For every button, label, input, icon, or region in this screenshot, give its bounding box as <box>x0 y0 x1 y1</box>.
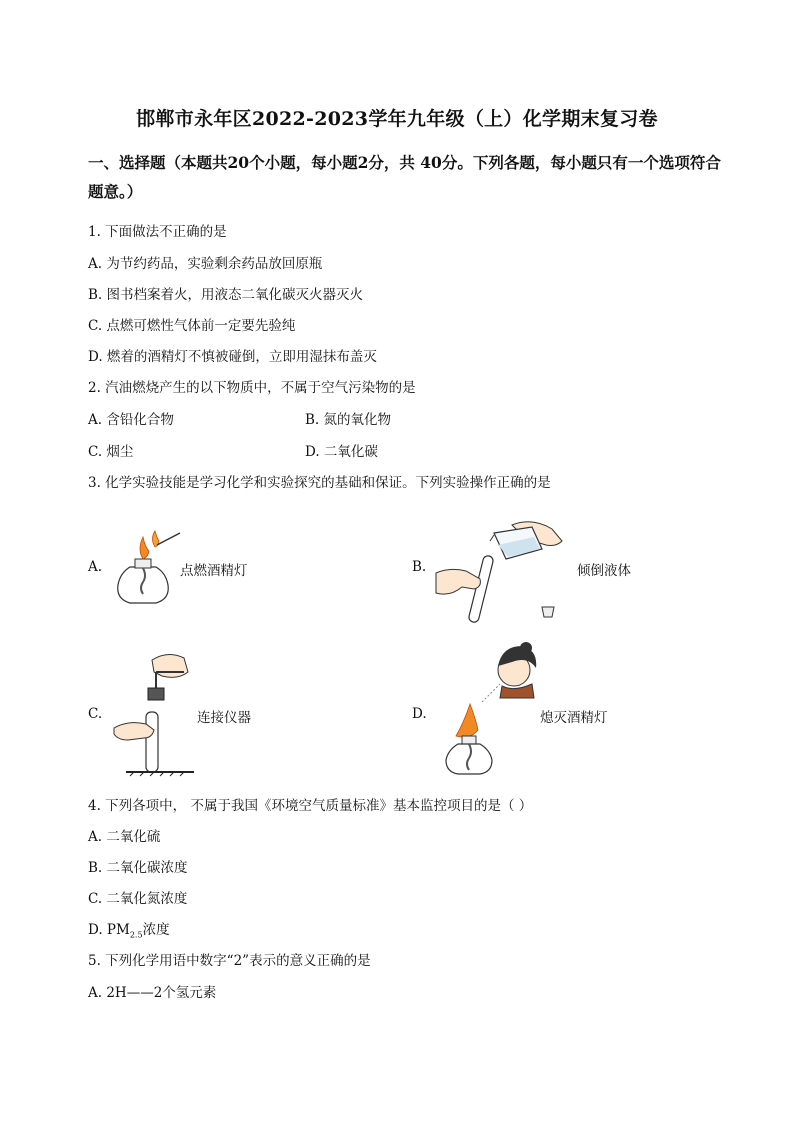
question-2-stem: 2. 汽油燃烧产生的以下物质中，不属于空气污染物的是 <box>88 380 416 396</box>
question-3-option-c-caption: 连接仪器 <box>197 710 251 726</box>
question-1-option-a: A. 为节约药品，实验剩余药品放回原瓶 <box>88 256 323 272</box>
question-3-option-d-caption: 熄灭酒精灯 <box>540 710 608 726</box>
question-4-option-d-prefix: D. PM <box>88 922 130 938</box>
question-3-option-a-caption: 点燃酒精灯 <box>180 563 248 579</box>
question-5-stem: 5. 下列化学用语中数字“2”表示的意义正确的是 <box>88 953 371 969</box>
question-4-option-c: C. 二氧化氮浓度 <box>88 891 188 907</box>
question-4-stem: 4. 下列各项中， 不属于我国《环境空气质量标准》基本监控项目的是（ ） <box>88 798 533 814</box>
question-1-stem: 1. 下面做法不正确的是 <box>88 224 227 240</box>
question-3-option-a-label: A. <box>88 559 103 575</box>
section-heading: 一、选择题（本题共20个小题，每小题2分，共 40分。下列各题，每小题只有一个选项符合题意。） <box>88 153 721 201</box>
question-1-option-c: C. 点燃可燃性气体前一定要先验纯 <box>88 318 296 334</box>
question-3-option-b-label: B. <box>412 559 427 575</box>
question-3-stem: 3. 化学实验技能是学习化学和实验探究的基础和保证。下列实验操作正确的是 <box>88 475 551 491</box>
question-4-option-a: A. 二氧化硫 <box>88 829 161 845</box>
question-2-option-c: C. 烟尘 <box>88 444 134 460</box>
connecting-apparatus-illustration <box>112 652 197 777</box>
question-3-option-b-caption: 倾倒液体 <box>577 563 631 579</box>
question-4-option-d <box>88 918 170 940</box>
lighting-alcohol-lamp-illustration <box>108 525 178 610</box>
question-5-option-a: A. 2H——2个氢元素 <box>88 985 217 1001</box>
question-1-option-d: D. 燃着的酒精灯不慎被碰倒，立即用湿抹布盖灭 <box>88 349 377 365</box>
page-title: 邯郸市永年区2022-2023学年九年级（上）化学期末复习卷 <box>136 108 658 130</box>
question-4-option-d-subscript: 2.5 <box>129 930 143 940</box>
extinguishing-alcohol-lamp-illustration <box>442 640 542 780</box>
question-3-option-c-label: C. <box>88 706 103 722</box>
pouring-liquid-illustration <box>432 515 567 630</box>
question-2-option-d: D. 二氧化碳 <box>305 444 378 460</box>
question-4-option-d-suffix: 浓度 <box>142 922 170 938</box>
question-2-option-b: B. 氮的氧化物 <box>305 412 392 428</box>
question-3-option-d-label: D. <box>412 706 427 722</box>
question-1-option-b: B. 图书档案着火，用液态二氧化碳灭火器灭火 <box>88 287 364 303</box>
question-2-option-a: A. 含铅化合物 <box>88 412 174 428</box>
question-4-option-b: B. 二氧化碳浓度 <box>88 860 188 876</box>
